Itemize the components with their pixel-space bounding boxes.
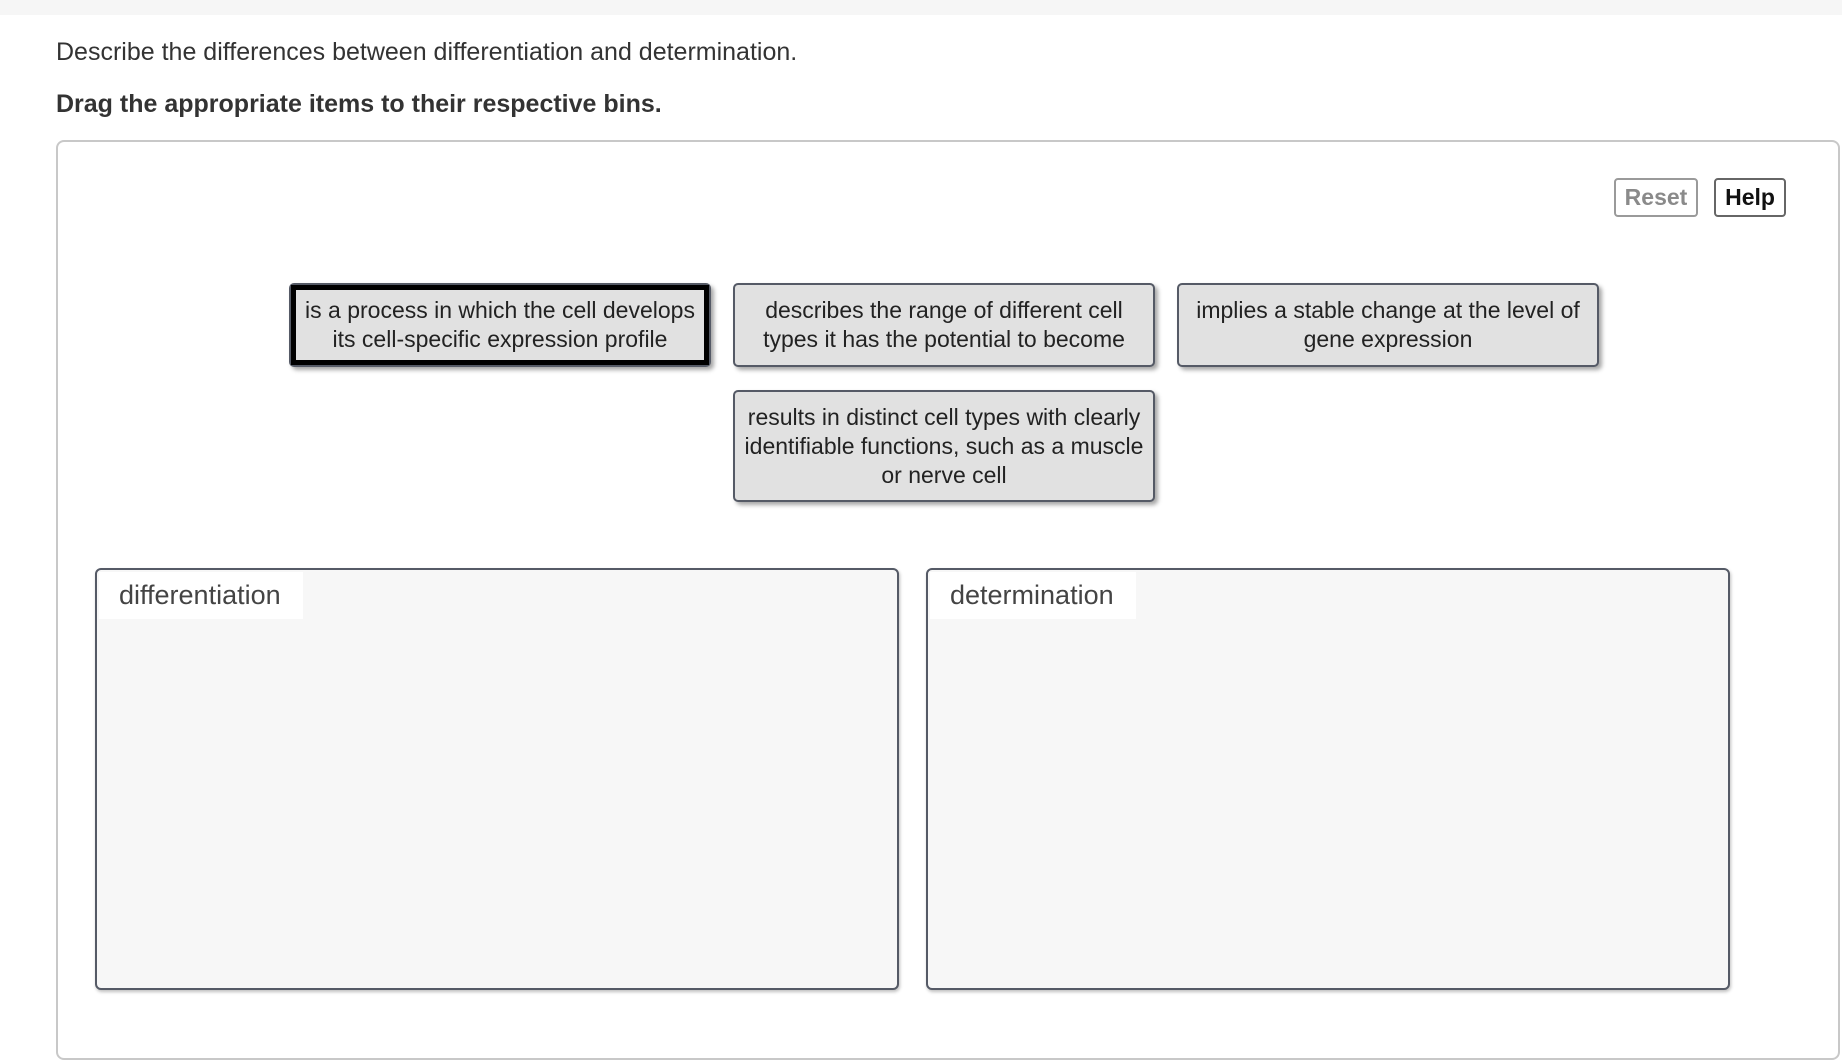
drag-item-1[interactable]: [289, 283, 711, 367]
drag-item-2[interactable]: describes the range of different cell types it has the potential to become: [733, 283, 1155, 367]
drag-item-text: is a process in which the cell develops its cell-specific expression profile: [291, 285, 709, 365]
question-instruction: Drag the appropriate items to their respective bins.: [56, 90, 662, 118]
bin-label: determination: [930, 572, 1136, 619]
top-strip: [0, 0, 1842, 15]
drag-item-3[interactable]: implies a stable change at the level of gene expression: [1177, 283, 1599, 367]
bin-differentiation[interactable]: [95, 568, 899, 990]
reset-button[interactable]: Reset: [1614, 178, 1698, 217]
bin-label: differentiation: [99, 572, 303, 619]
question-prompt: Describe the differences between differentiation and determination.: [56, 38, 798, 66]
help-button[interactable]: Help: [1714, 178, 1786, 217]
bin-determination[interactable]: [926, 568, 1730, 990]
drag-item-4[interactable]: results in distinct cell types with clearly identifiable functions, such as a muscle or nerve cell: [733, 390, 1155, 502]
